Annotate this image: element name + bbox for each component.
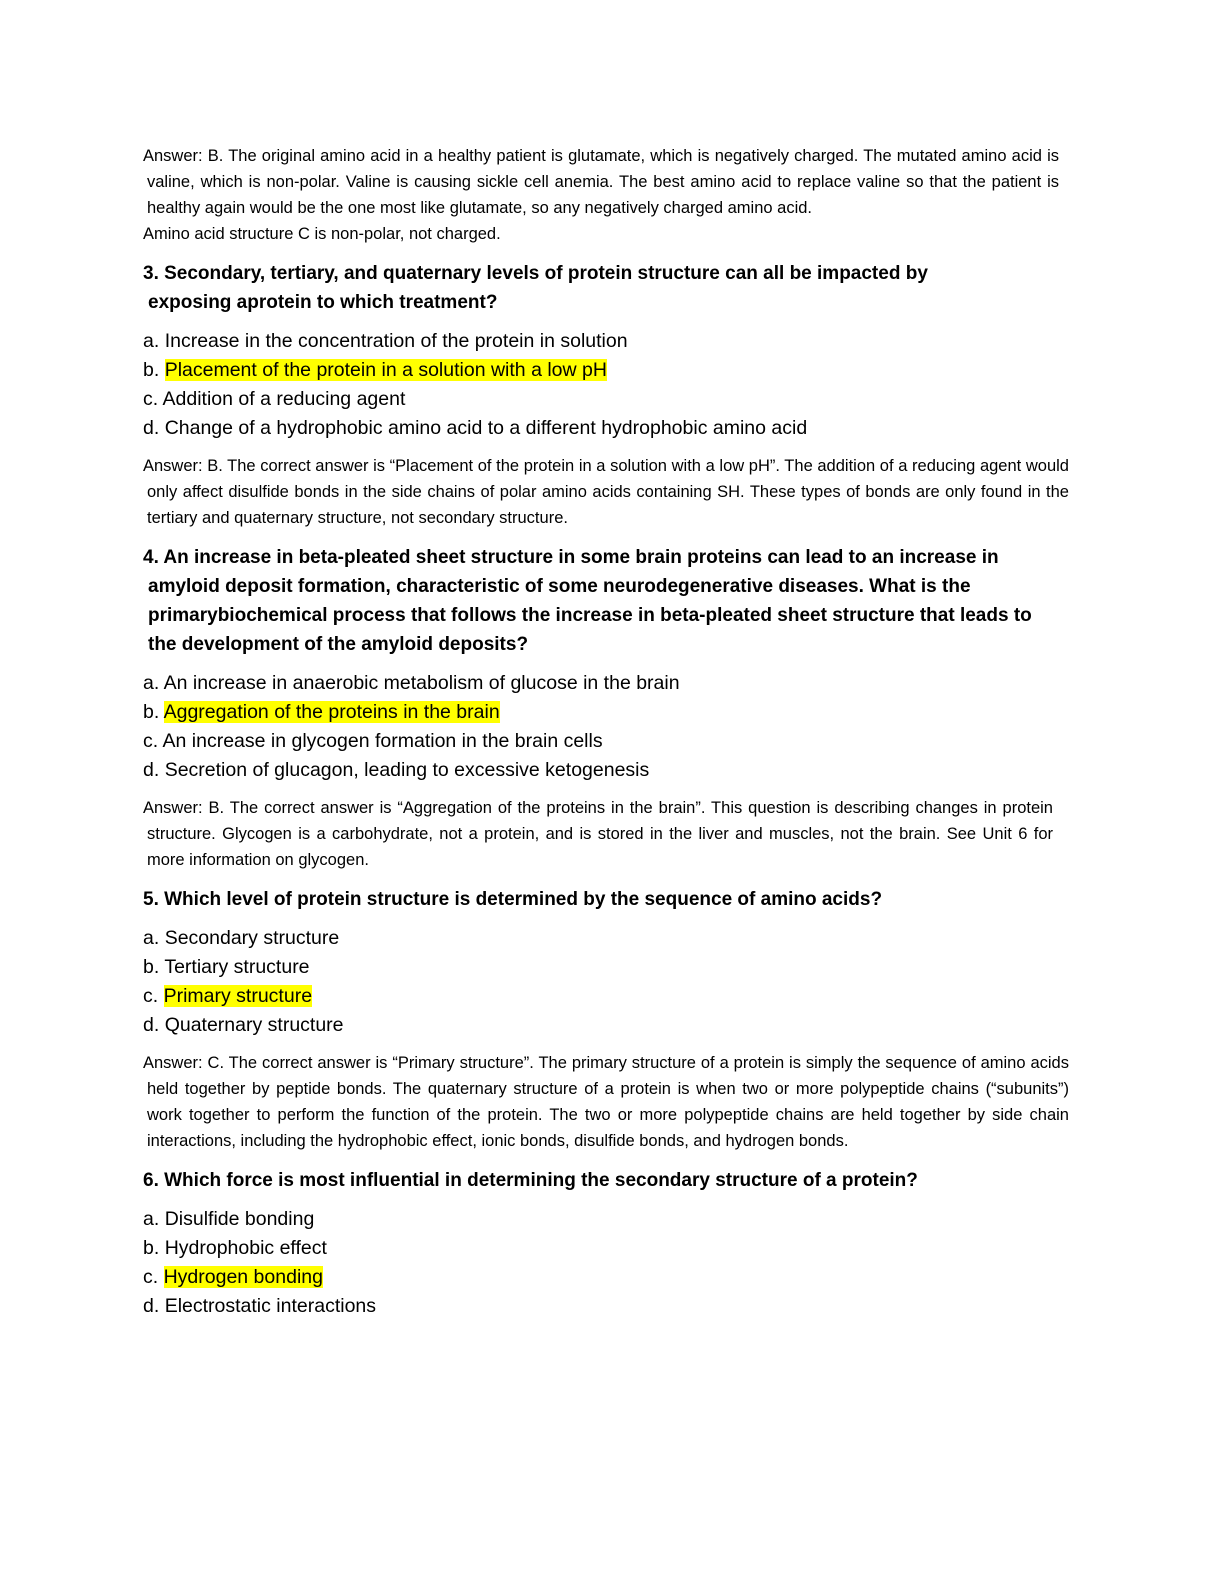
option-a [143, 1205, 1073, 1234]
option-b [143, 1234, 1073, 1263]
question-block-5 [143, 885, 1073, 1154]
question-text: 3. Secondary, tertiary, and quaternary levels of protein structure can all be impacted by exposing aprotein to which treatment? [143, 263, 928, 313]
question-block-4 [143, 543, 1073, 873]
option-b [143, 953, 1073, 982]
option-c [143, 1263, 1073, 1292]
option-text: Hydrophobic effect [164, 1237, 327, 1259]
option-text: Electrostatic interactions [164, 1295, 377, 1317]
option-prefix: b. [143, 701, 164, 723]
question-block-3 [143, 259, 1073, 531]
option-c [143, 727, 1073, 756]
option-prefix: d. [143, 1014, 165, 1036]
option-prefix: a. [143, 1208, 165, 1230]
option-a [143, 669, 1073, 698]
option-d [143, 1292, 1073, 1321]
option-text: An increase in glycogen formation in the brain cells [162, 730, 603, 752]
option-text: Secondary structure [164, 927, 340, 949]
option-prefix: b. [143, 359, 165, 381]
option-c [143, 982, 1073, 1011]
answer-explanation: Answer: B. The correct answer is “Placement of the protein in a solution with a low pH”. The addition of a reducing agent would only affect disulfide bonds in the side chains of polar amino acids containing SH. These types of bonds are only found in the tertiary and quaternary structure, not secondary structure. [143, 457, 1069, 527]
question-text: 6. Which force is most influential in determining the secondary structure of a protein? [143, 1170, 918, 1191]
option-text: Disulfide bonding [164, 1208, 315, 1230]
option-prefix: b. [143, 1237, 165, 1259]
question-block-6 [143, 1166, 1073, 1321]
option-prefix: c. [143, 388, 163, 410]
option-text: Change of a hydrophobic amino acid to a different hydrophobic amino acid [164, 417, 808, 439]
option-b [143, 356, 1073, 385]
question-text: 5. Which level of protein structure is determined by the sequence of amino acids? [143, 889, 883, 910]
option-prefix: c. [143, 1266, 164, 1288]
option-a [143, 327, 1073, 356]
option-text: Quaternary structure [164, 1014, 344, 1036]
answer-explanation: Answer: C. The correct answer is “Primary structure”. The primary structure of a protein is simply the sequence of amino acids held together by peptide bonds. The quaternary structure of a protein is when two or more polypeptide chains (“subunits”) work together to perform the function of the protein. The two or more polypeptide chains are held together by side chain interactions, including the hydrophobic effect, ionic bonds, disulfide bonds, and hydrogen bonds. [143, 1054, 1069, 1150]
answer-explanation: Answer: B. The correct answer is “Aggregation of the proteins in the brain”. This question is describing changes in protein structure. Glycogen is a carbohydrate, not a protein, and is stored in the liver and muscles, not the brain. See Unit 6 for more information on glycogen. [143, 799, 1053, 869]
option-prefix: d. [143, 1295, 165, 1317]
option-d [143, 414, 1073, 443]
option-d [143, 1011, 1073, 1040]
option-text: Addition of a reducing agent [162, 388, 406, 410]
option-text-highlighted: Primary structure [163, 985, 313, 1007]
option-text: Secretion of glucagon, leading to excessive ketogenesis [164, 759, 650, 781]
option-prefix: d. [143, 759, 165, 781]
option-text-highlighted: Placement of the protein in a solution with a low pH [164, 359, 607, 381]
intro-answer: Answer: B. The original amino acid in a healthy patient is glutamate, which is negatively charged. The mutated amino acid is valine, which is non-polar. Valine is causing sickle cell anemia. The best amino acid to replace valine so that the patient is healthy again would be the one most like glutamate, so any negatively charged amino acid. [143, 147, 1059, 217]
document-page [143, 143, 1073, 1321]
option-text-highlighted: Aggregation of the proteins in the brain [163, 701, 500, 723]
option-list [143, 669, 1073, 785]
option-prefix: b. [143, 956, 165, 978]
option-prefix: a. [143, 330, 165, 352]
option-d [143, 756, 1073, 785]
option-text: Increase in the concentration of the protein in solution [164, 330, 628, 352]
option-b [143, 698, 1073, 727]
option-list [143, 1205, 1073, 1321]
option-list [143, 327, 1073, 443]
option-prefix: c. [143, 985, 164, 1007]
question-text: 4. An increase in beta-pleated sheet structure in some brain proteins can lead to an increase in amyloid deposit formation, characteristic of some neurodegenerative diseases. What is the primarybiochemical process that follows the increase in beta-pleated sheet structure that leads to the development of the amyloid deposits? [143, 547, 1032, 655]
option-prefix: d. [143, 417, 165, 439]
option-list [143, 924, 1073, 1040]
option-text: An increase in anaerobic metabolism of glucose in the brain [163, 672, 680, 694]
intro-note: Amino acid structure C is non-polar, not charged. [143, 225, 501, 243]
option-text-highlighted: Hydrogen bonding [163, 1266, 323, 1288]
option-text: Tertiary structure [164, 956, 310, 978]
option-prefix: a. [143, 927, 165, 949]
option-c [143, 385, 1073, 414]
option-a [143, 924, 1073, 953]
option-prefix: a. [143, 672, 164, 694]
option-prefix: c. [143, 730, 163, 752]
